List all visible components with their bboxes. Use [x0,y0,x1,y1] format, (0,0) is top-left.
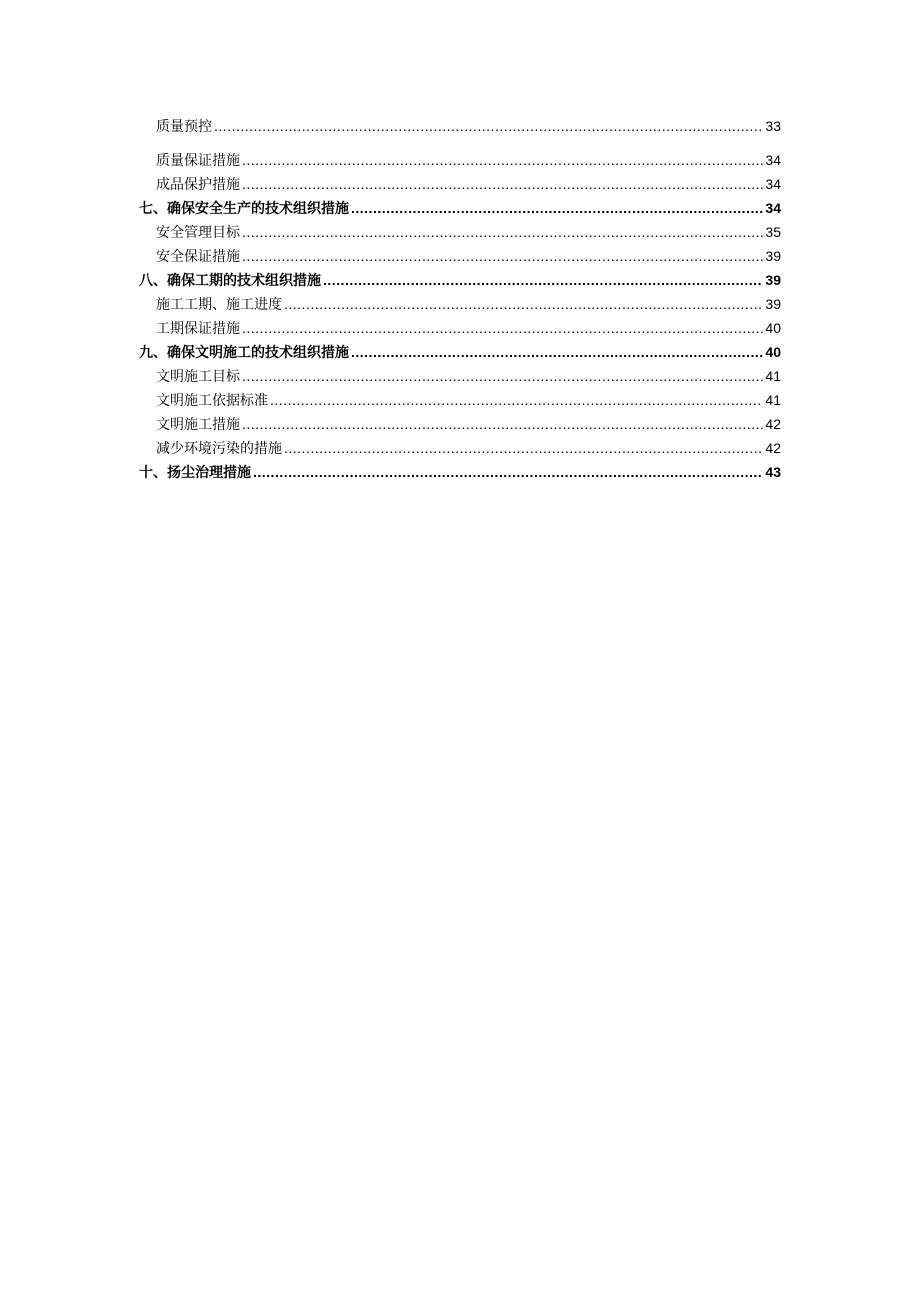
dot-leader [242,244,763,268]
toc-entry-page: 39 [765,296,781,312]
toc-entry-page: 41 [765,392,781,408]
toc-entry-label: 九、确保文明施工的技术组织措施 [139,345,349,361]
toc-entry-label: 安全管理目标 [156,225,240,241]
toc-entry[interactable] [139,292,781,316]
toc-entry[interactable] [139,244,781,268]
table-of-contents [139,114,781,484]
toc-entry[interactable] [139,172,781,196]
toc-entry-label: 施工工期、施工进度 [156,297,282,313]
toc-entry-label: 质量保证措施 [156,153,240,169]
dot-leader [284,436,763,460]
toc-section-heading[interactable] [139,268,781,292]
toc-entry-page: 33 [765,118,781,134]
dot-leader [242,172,763,196]
toc-entry-page: 34 [765,200,781,216]
dot-leader [242,148,763,172]
toc-entry[interactable] [139,436,781,460]
toc-entry-page: 40 [765,344,781,360]
toc-entry[interactable] [139,364,781,388]
toc-entry-page: 41 [765,368,781,384]
dot-leader [351,340,763,364]
toc-entry[interactable] [139,412,781,436]
toc-section-heading[interactable] [139,196,781,220]
toc-section-heading[interactable] [139,340,781,364]
toc-entry-label: 安全保证措施 [156,249,240,265]
dot-leader [351,196,763,220]
toc-entry-label: 文明施工依据标准 [156,393,268,409]
dot-leader [242,364,763,388]
dot-leader [270,388,763,412]
toc-entry-page: 43 [765,464,781,480]
toc-entry[interactable] [139,220,781,244]
dot-leader [253,460,763,484]
toc-entry-page: 39 [765,272,781,288]
toc-entry-page: 39 [765,248,781,264]
toc-entry-label: 工期保证措施 [156,321,240,337]
dot-leader [214,114,763,138]
dot-leader [284,292,763,316]
toc-entry-label: 质量预控 [156,119,212,135]
toc-entry[interactable] [139,148,781,172]
toc-entry-page: 35 [765,224,781,240]
toc-entry-page: 40 [765,320,781,336]
toc-entry-page: 42 [765,440,781,456]
toc-entry-page: 34 [765,176,781,192]
toc-entry-label: 文明施工措施 [156,417,240,433]
toc-entry-label: 减少环境污染的措施 [156,441,282,457]
dot-leader [242,412,763,436]
toc-entry-page: 42 [765,416,781,432]
toc-entry-label: 八、确保工期的技术组织措施 [139,273,321,289]
dot-leader [242,316,763,340]
dot-leader [323,268,763,292]
toc-entry[interactable] [139,316,781,340]
toc-entry-label: 十、扬尘治理措施 [139,465,251,481]
toc-entry-label: 文明施工目标 [156,369,240,385]
toc-entry-page: 34 [765,152,781,168]
toc-section-heading[interactable] [139,460,781,484]
toc-entry[interactable] [139,388,781,412]
dot-leader [242,220,763,244]
toc-entry[interactable] [139,114,781,138]
toc-entry-label: 七、确保安全生产的技术组织措施 [139,201,349,217]
toc-entry-label: 成品保护措施 [156,177,240,193]
